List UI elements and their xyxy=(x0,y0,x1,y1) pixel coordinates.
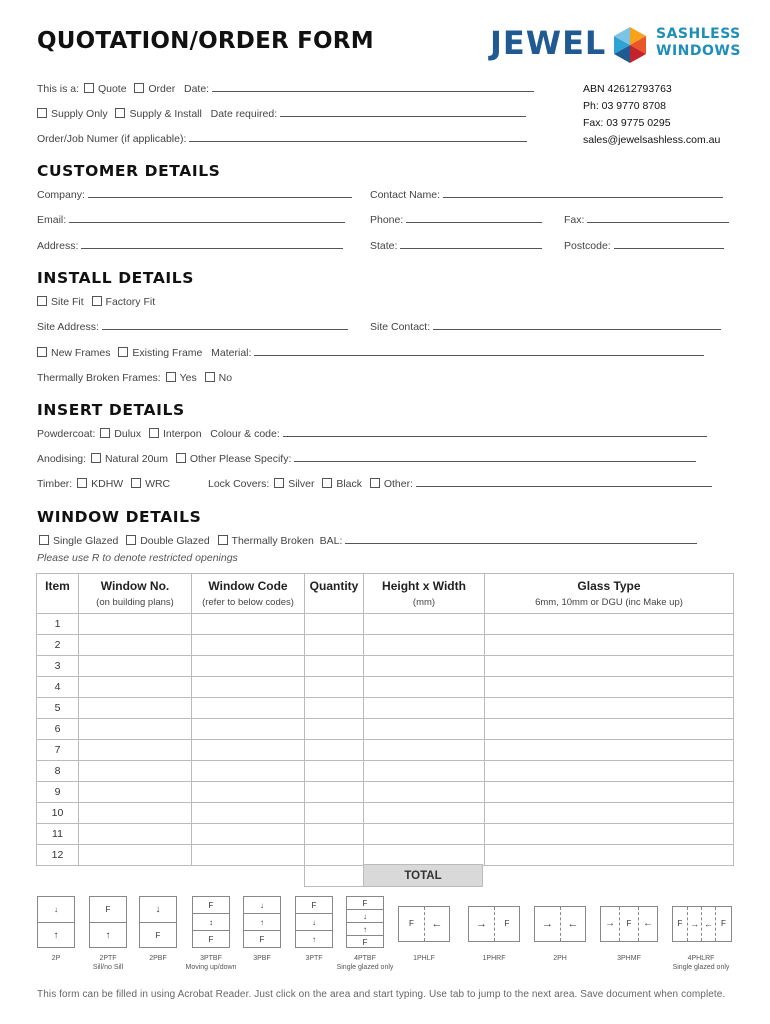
code-2ph: 2PH xyxy=(553,955,567,962)
contact-name-field[interactable] xyxy=(443,190,723,198)
height-width-cell[interactable] xyxy=(364,782,485,803)
glass-type-cell[interactable] xyxy=(485,824,734,845)
height-width-cell[interactable] xyxy=(364,614,485,635)
item-number: 5 xyxy=(37,698,79,719)
logo-brand: JEWEL xyxy=(490,24,607,62)
no-label: No xyxy=(218,372,233,384)
window-no-cell[interactable] xyxy=(79,677,192,698)
this-is-a-label: This is a: xyxy=(37,83,80,95)
item-number: 12 xyxy=(37,845,79,866)
kdhw-checkbox[interactable] xyxy=(77,478,87,488)
item-number: 8 xyxy=(37,761,79,782)
window-no-cell[interactable] xyxy=(79,635,192,656)
code-2ptf: 2PTF Sill/no Sill xyxy=(92,955,124,971)
hexagon-logo-icon xyxy=(610,25,650,65)
quantity-cell[interactable] xyxy=(305,656,364,677)
abn-text: ABN 42612793763 xyxy=(583,83,672,95)
material-label: Material: xyxy=(211,347,252,359)
single-glazed-checkbox[interactable] xyxy=(39,535,49,545)
address-label: Address: xyxy=(37,240,79,252)
order-label: Order xyxy=(148,83,176,95)
site-address-label: Site Address: xyxy=(37,321,99,333)
restricted-openings-note: Please use R to denote restricted openings xyxy=(37,552,238,564)
existing-frame-checkbox[interactable] xyxy=(118,347,128,357)
window-type-4phlrf: F → ← F xyxy=(672,906,732,942)
height-width-cell[interactable] xyxy=(364,635,485,656)
date-field[interactable] xyxy=(212,84,534,92)
code-1phlf: 1PHLF xyxy=(413,955,435,962)
interpon-label: Interpon xyxy=(163,428,202,440)
window-code-cell[interactable] xyxy=(192,614,305,635)
code-4phlrf: 4PHLRF Single glazed only xyxy=(672,955,730,971)
window-type-3pbf: ↓ ↑ F xyxy=(243,896,281,948)
item-number: 6 xyxy=(37,719,79,740)
window-code-cell[interactable] xyxy=(192,656,305,677)
date-required-label: Date required: xyxy=(210,108,278,120)
supply-install-label: Supply & Install xyxy=(129,108,202,120)
material-field[interactable] xyxy=(254,348,704,356)
col-window-no: Window No. (on building plans) xyxy=(79,574,192,614)
bal-label: BAL: xyxy=(319,535,343,547)
email-label: Email: xyxy=(37,214,67,226)
window-type-diagrams xyxy=(37,896,737,986)
window-no-cell[interactable] xyxy=(79,803,192,824)
window-no-cell[interactable] xyxy=(79,761,192,782)
code-3ptf: 3PTF xyxy=(305,955,323,962)
table-row xyxy=(37,698,734,719)
dulux-checkbox[interactable] xyxy=(100,428,110,438)
table-row xyxy=(37,635,734,656)
thermally-broken-label: Thermally Broken xyxy=(231,535,314,547)
table-row xyxy=(37,782,734,803)
thermally-broken-checkbox[interactable] xyxy=(218,535,228,545)
new-frames-label: New Frames xyxy=(51,347,111,359)
glass-type-cell[interactable] xyxy=(485,635,734,656)
state-field[interactable] xyxy=(400,241,542,249)
window-no-cell[interactable] xyxy=(79,614,192,635)
double-glazed-label: Double Glazed xyxy=(140,535,210,547)
item-number: 10 xyxy=(37,803,79,824)
window-code-cell[interactable] xyxy=(192,782,305,803)
fax-label: Fax: xyxy=(564,214,585,226)
height-width-cell[interactable] xyxy=(364,845,485,866)
table-row xyxy=(37,677,734,698)
code-3phmf: 3PHMF xyxy=(617,955,641,962)
item-number: 1 xyxy=(37,614,79,635)
window-no-cell[interactable] xyxy=(79,656,192,677)
dulux-label: Dulux xyxy=(114,428,142,440)
total-quantity-field[interactable] xyxy=(304,864,364,887)
quantity-cell[interactable] xyxy=(305,740,364,761)
window-type-2ph: → ← xyxy=(534,906,586,942)
phone-field[interactable] xyxy=(406,215,542,223)
window-type-2p: ↓ ↑ xyxy=(37,896,75,948)
supply-install-checkbox[interactable] xyxy=(115,108,125,118)
thermally-broken-yes-checkbox[interactable] xyxy=(166,372,176,382)
thermally-broken-frames-label: Thermally Broken Frames: xyxy=(37,372,161,384)
silver-checkbox[interactable] xyxy=(274,478,284,488)
window-code-cell[interactable] xyxy=(192,677,305,698)
window-type-1phrf: → F xyxy=(468,906,520,942)
window-type-1phlf: F ← xyxy=(398,906,450,942)
col-item: Item xyxy=(37,574,79,614)
window-details-heading: WINDOW DETAILS xyxy=(37,508,202,526)
glass-type-cell[interactable] xyxy=(485,719,734,740)
other-lock-checkbox[interactable] xyxy=(370,478,380,488)
black-label: Black xyxy=(336,478,362,490)
window-code-cell[interactable] xyxy=(192,824,305,845)
col-glass-type: Glass Type 6mm, 10mm or DGU (inc Make up) xyxy=(485,574,734,614)
jewel-logo xyxy=(490,22,740,66)
quantity-cell[interactable] xyxy=(305,845,364,866)
height-width-cell[interactable] xyxy=(364,656,485,677)
window-type-2pbf: ↓ F xyxy=(139,896,177,948)
powdercoat-label: Powdercoat: xyxy=(37,428,96,440)
glass-type-cell[interactable] xyxy=(485,698,734,719)
item-number: 3 xyxy=(37,656,79,677)
thermally-broken-no-checkbox[interactable] xyxy=(205,372,215,382)
quote-label: Quote xyxy=(97,83,127,95)
window-type-2ptf: F ↑ xyxy=(89,896,127,948)
glass-type-cell[interactable] xyxy=(485,782,734,803)
wrc-checkbox[interactable] xyxy=(131,478,141,488)
order-job-number-label: Order/Job Numer (if applicable): xyxy=(37,133,187,145)
item-number: 7 xyxy=(37,740,79,761)
natural-label: Natural 20um xyxy=(104,453,168,465)
state-label: State: xyxy=(370,240,398,252)
site-fit-label: Site Fit xyxy=(51,296,84,308)
glass-type-cell[interactable] xyxy=(485,656,734,677)
insert-details-heading: INSERT DETAILS xyxy=(37,401,185,419)
footer-note: This form can be filled in using Acrobat Reader. Just click on the area and start typing. Use tab to jump to the next area. Save document when complete. xyxy=(37,989,726,1000)
order-checkbox[interactable] xyxy=(134,83,144,93)
phone-text: Ph: 03 9770 8708 xyxy=(583,100,666,112)
factory-fit-label: Factory Fit xyxy=(105,296,156,308)
code-2pbf: 2PBF xyxy=(149,955,167,962)
colour-code-label: Colour & code: xyxy=(210,428,280,440)
date-required-field[interactable] xyxy=(280,109,526,117)
order-job-number-field[interactable] xyxy=(189,134,527,142)
silver-label: Silver xyxy=(288,478,315,490)
window-code-cell[interactable] xyxy=(192,740,305,761)
site-address-field[interactable] xyxy=(102,322,348,330)
height-width-cell[interactable] xyxy=(364,740,485,761)
quantity-cell[interactable] xyxy=(305,719,364,740)
supply-only-label: Supply Only xyxy=(51,108,108,120)
existing-frame-label: Existing Frame xyxy=(132,347,203,359)
window-type-4ptbf: F ↓ ↑ F xyxy=(346,896,384,948)
single-glazed-label: Single Glazed xyxy=(53,535,119,547)
window-type-3ptbf: F ↕ F xyxy=(192,896,230,948)
company-field[interactable] xyxy=(88,190,352,198)
item-number: 4 xyxy=(37,677,79,698)
supply-only-checkbox[interactable] xyxy=(37,108,47,118)
table-row xyxy=(37,614,734,635)
install-details-heading: INSTALL DETAILS xyxy=(37,269,195,287)
form-title: QUOTATION/ORDER FORM xyxy=(37,28,374,54)
window-no-cell[interactable] xyxy=(79,698,192,719)
window-no-cell[interactable] xyxy=(79,719,192,740)
window-no-cell[interactable] xyxy=(79,824,192,845)
kdhw-label: KDHW xyxy=(91,478,124,490)
double-glazed-checkbox[interactable] xyxy=(126,535,136,545)
site-contact-label: Site Contact: xyxy=(370,321,431,333)
table-row xyxy=(37,845,734,866)
glass-type-cell[interactable] xyxy=(485,761,734,782)
table-row xyxy=(37,656,734,677)
window-table xyxy=(36,573,734,866)
code-3pbf: 3PBF xyxy=(253,955,271,962)
height-width-cell[interactable] xyxy=(364,677,485,698)
other-specify-checkbox[interactable] xyxy=(176,453,186,463)
code-4ptbf: 4PTBF Single glazed only xyxy=(336,955,394,971)
quantity-cell[interactable] xyxy=(305,782,364,803)
bal-field[interactable] xyxy=(345,536,697,544)
code-3ptbf: 3PTBF Moving up/down xyxy=(185,955,237,971)
height-width-cell[interactable] xyxy=(364,761,485,782)
logo-tagline-sashless: SASHLESS xyxy=(656,26,741,42)
quantity-cell[interactable] xyxy=(305,803,364,824)
window-code-cell[interactable] xyxy=(192,719,305,740)
window-code-cell[interactable] xyxy=(192,845,305,866)
col-window-code: Window Code (refer to below codes) xyxy=(192,574,305,614)
window-type-3phmf: → F ← xyxy=(600,906,658,942)
email-link[interactable]: sales@jewelsashless.com.au xyxy=(583,134,721,146)
glass-type-cell[interactable] xyxy=(485,740,734,761)
other-lock-field[interactable] xyxy=(416,479,712,487)
quantity-cell[interactable] xyxy=(305,761,364,782)
window-code-cell[interactable] xyxy=(192,761,305,782)
anodising-label: Anodising: xyxy=(37,453,87,465)
table-row xyxy=(37,824,734,845)
new-frames-checkbox[interactable] xyxy=(37,347,47,357)
company-label: Company: xyxy=(37,189,85,201)
total-label: TOTAL xyxy=(363,864,483,887)
col-quantity: Quantity xyxy=(305,574,364,614)
interpon-checkbox[interactable] xyxy=(149,428,159,438)
quantity-cell[interactable] xyxy=(305,677,364,698)
address-field[interactable] xyxy=(81,241,343,249)
window-code-cell[interactable] xyxy=(192,803,305,824)
site-contact-field[interactable] xyxy=(433,322,721,330)
item-number: 11 xyxy=(37,824,79,845)
glass-type-cell[interactable] xyxy=(485,677,734,698)
lock-covers-label: Lock Covers: xyxy=(208,478,270,490)
natural-checkbox[interactable] xyxy=(91,453,101,463)
item-number: 9 xyxy=(37,782,79,803)
fax-text: Fax: 03 9775 0295 xyxy=(583,117,671,129)
height-width-cell[interactable] xyxy=(364,824,485,845)
contact-name-label: Contact Name: xyxy=(370,189,441,201)
other-lock-label: Other: xyxy=(383,478,414,490)
email-field[interactable] xyxy=(69,215,345,223)
window-no-cell[interactable] xyxy=(79,845,192,866)
window-code-cell[interactable] xyxy=(192,698,305,719)
glass-type-cell[interactable] xyxy=(485,803,734,824)
postcode-field[interactable] xyxy=(614,241,724,249)
other-specify-label: Other Please Specify: xyxy=(189,453,292,465)
date-label: Date: xyxy=(184,83,210,95)
fax-field[interactable] xyxy=(587,215,729,223)
code-1phrf: 1PHRF xyxy=(482,955,506,962)
window-no-cell[interactable] xyxy=(79,782,192,803)
col-height-width: Height x Width (mm) xyxy=(364,574,485,614)
wrc-label: WRC xyxy=(145,478,171,490)
item-number: 2 xyxy=(37,635,79,656)
other-specify-field[interactable] xyxy=(294,454,696,462)
quantity-cell[interactable] xyxy=(305,824,364,845)
quote-checkbox[interactable] xyxy=(84,83,94,93)
logo-tagline-windows: WINDOWS xyxy=(656,43,741,59)
glass-type-cell[interactable] xyxy=(485,845,734,866)
quantity-cell[interactable] xyxy=(305,698,364,719)
table-row xyxy=(37,803,734,824)
height-width-cell[interactable] xyxy=(364,803,485,824)
height-width-cell[interactable] xyxy=(364,698,485,719)
table-row xyxy=(37,740,734,761)
quantity-cell[interactable] xyxy=(305,614,364,635)
site-fit-checkbox[interactable] xyxy=(37,296,47,306)
height-width-cell[interactable] xyxy=(364,719,485,740)
window-type-3ptf: F ↓ ↑ xyxy=(295,896,333,948)
black-checkbox[interactable] xyxy=(322,478,332,488)
factory-fit-checkbox[interactable] xyxy=(92,296,102,306)
yes-label: Yes xyxy=(179,372,197,384)
timber-label: Timber: xyxy=(37,478,73,490)
window-code-cell[interactable] xyxy=(192,635,305,656)
colour-code-field[interactable] xyxy=(283,429,707,437)
window-no-cell[interactable] xyxy=(79,740,192,761)
phone-label: Phone: xyxy=(370,214,404,226)
postcode-label: Postcode: xyxy=(564,240,611,252)
table-row xyxy=(37,761,734,782)
table-row xyxy=(37,719,734,740)
glass-type-cell[interactable] xyxy=(485,614,734,635)
code-2p: 2P xyxy=(51,955,61,962)
quantity-cell[interactable] xyxy=(305,635,364,656)
customer-details-heading: CUSTOMER DETAILS xyxy=(37,162,221,180)
